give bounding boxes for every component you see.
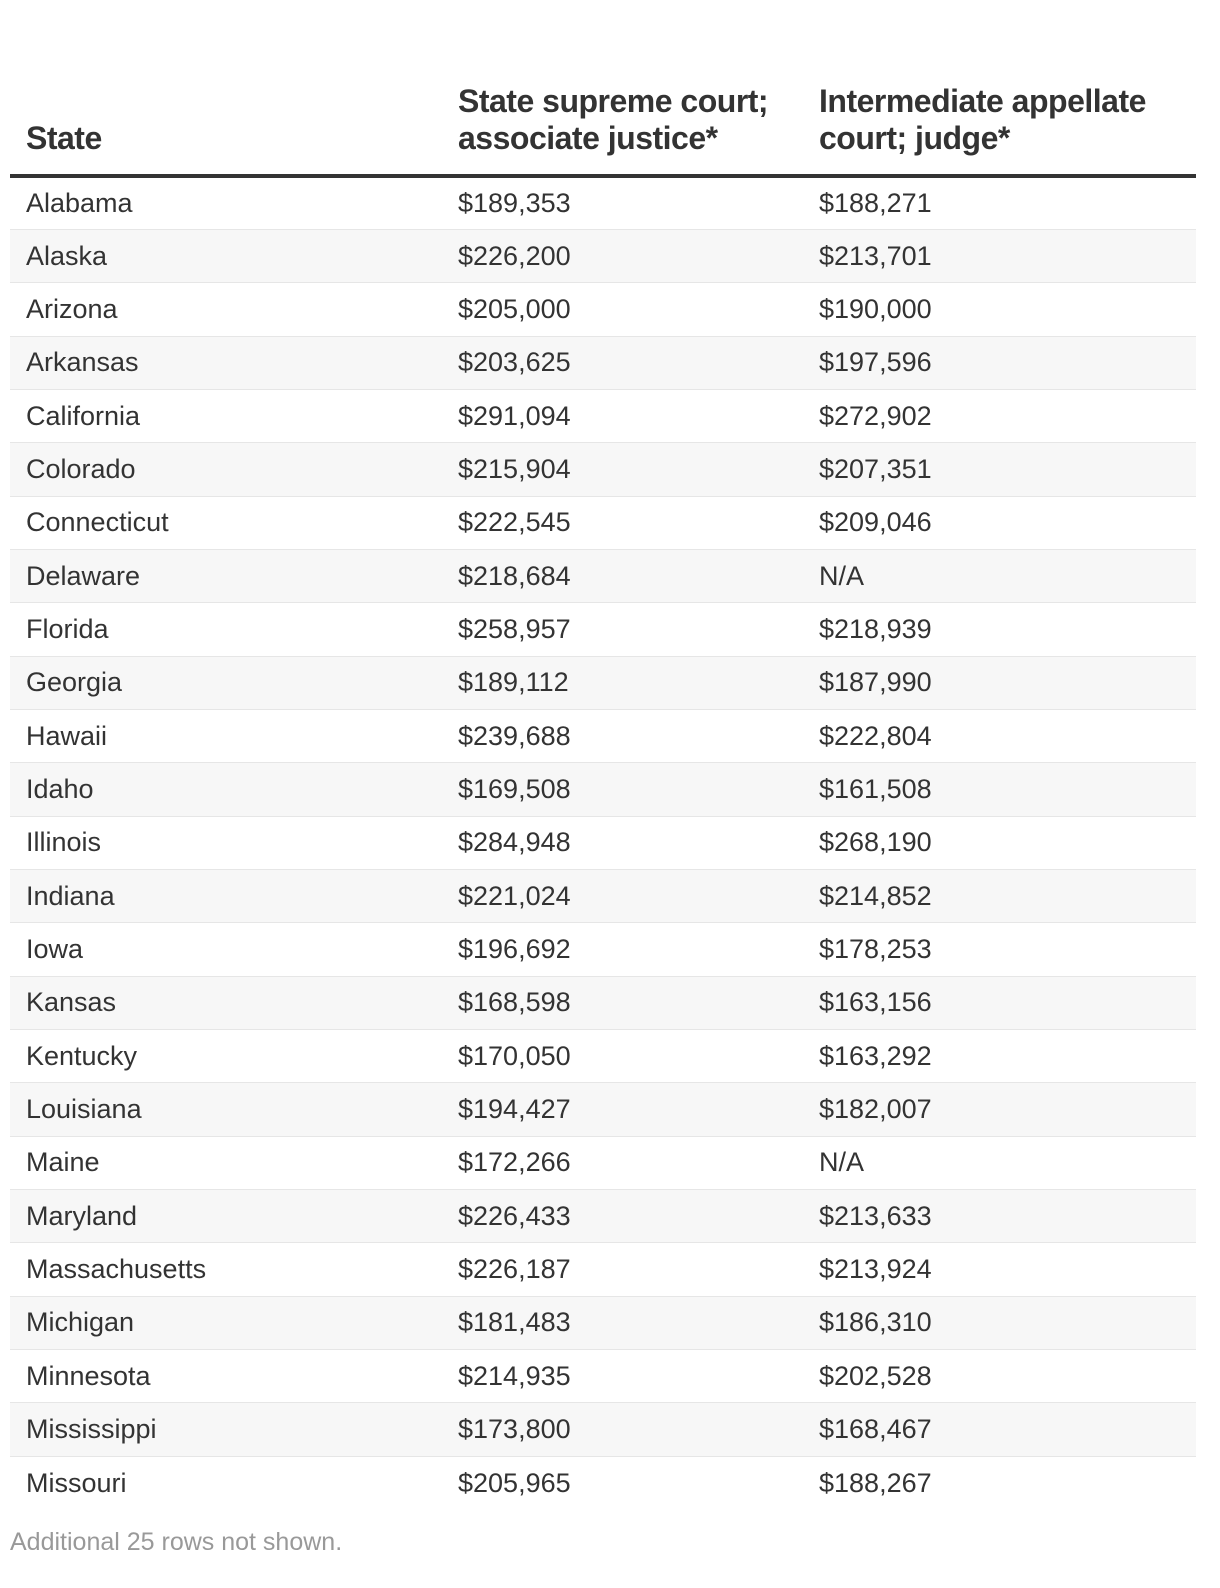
cell-supreme-court-salary: $226,187 [442,1243,803,1296]
table-row [10,176,1196,229]
cell-supreme-court-salary: $226,433 [442,1190,803,1243]
table-row [10,976,1196,1029]
table-row [10,1190,1196,1243]
cell-supreme-court-salary: $203,625 [442,336,803,389]
cell-appellate-court-salary: $163,156 [803,976,1196,1029]
cell-supreme-court-salary: $222,545 [442,496,803,549]
cell-state: Kentucky [10,1030,442,1083]
cell-state: Maryland [10,1190,442,1243]
cell-state: Massachusetts [10,1243,442,1296]
cell-supreme-court-salary: $221,024 [442,869,803,922]
cell-supreme-court-salary: $226,200 [442,229,803,282]
cell-appellate-court-salary: $188,271 [803,176,1196,229]
cell-supreme-court-salary: $168,598 [442,976,803,1029]
cell-state: Louisiana [10,1083,442,1136]
cell-appellate-court-salary: N/A [803,1136,1196,1189]
cell-state: Mississippi [10,1403,442,1456]
cell-appellate-court-salary: $202,528 [803,1350,1196,1403]
cell-appellate-court-salary: $268,190 [803,816,1196,869]
table-row [10,656,1196,709]
cell-appellate-court-salary: $272,902 [803,389,1196,442]
table-row [10,816,1196,869]
table-row [10,709,1196,762]
cell-supreme-court-salary: $218,684 [442,549,803,602]
cell-state: Alabama [10,176,442,229]
header-row [10,0,1196,176]
cell-state: Idaho [10,763,442,816]
cell-appellate-court-salary: $213,924 [803,1243,1196,1296]
cell-appellate-court-salary: $168,467 [803,1403,1196,1456]
cell-state: Colorado [10,443,442,496]
cell-state: Georgia [10,656,442,709]
cell-state: Florida [10,603,442,656]
cell-supreme-court-salary: $258,957 [442,603,803,656]
cell-supreme-court-salary: $205,965 [458,1467,571,1498]
cell-supreme-court-salary: $181,483 [442,1296,803,1349]
cell-supreme-court-salary: $205,000 [442,283,803,336]
cell-appellate-court-salary: $178,253 [803,923,1196,976]
cell-appellate-court-salary: $190,000 [803,283,1196,336]
cell-appellate-court-salary: $207,351 [803,443,1196,496]
cell-appellate-court-salary: $214,852 [803,869,1196,922]
cell-state: Delaware [10,549,442,602]
cell-state: Arizona [10,283,442,336]
salary-table [10,0,1196,1510]
cell-appellate-court-salary: $161,508 [803,763,1196,816]
cell-supreme-court-salary: $291,094 [442,389,803,442]
table-body [10,176,1196,1510]
cell-state: Alaska [10,229,442,282]
table-row [10,1350,1196,1403]
cell-state: Connecticut [10,496,442,549]
table-row [10,1136,1196,1189]
cell-appellate-court-salary: $209,046 [803,496,1196,549]
cell-supreme-court-salary: $189,112 [442,656,803,709]
cell-supreme-court-salary: $239,688 [442,709,803,762]
salary-table-container [10,0,1196,1510]
table-row [10,443,1196,496]
cell-appellate-court-salary: $188,267 [819,1467,932,1498]
cell-appellate-court-salary: $163,292 [803,1030,1196,1083]
cell-appellate-court-salary: $197,596 [803,336,1196,389]
cell-state: Missouri [26,1467,127,1498]
table-row [10,549,1196,602]
cell-state: Illinois [10,816,442,869]
table-row [10,283,1196,336]
table-header [10,0,1196,176]
cell-state: Indiana [10,869,442,922]
cell-state: Arkansas [10,336,442,389]
table-row [10,763,1196,816]
table-row [10,1030,1196,1083]
cell-appellate-court-salary: $182,007 [803,1083,1196,1136]
table-row [10,603,1196,656]
cell-state: Kansas [10,976,442,1029]
table-row [10,1243,1196,1296]
cell-supreme-court-salary: $215,904 [442,443,803,496]
cell-appellate-court-salary: $218,939 [803,603,1196,656]
cell-appellate-court-salary: $222,804 [803,709,1196,762]
table-row [10,336,1196,389]
cell-appellate-court-salary: $186,310 [803,1296,1196,1349]
cell-supreme-court-salary: $172,266 [442,1136,803,1189]
cell-state: Minnesota [10,1350,442,1403]
cell-state: Hawaii [10,709,442,762]
cell-state: Iowa [10,923,442,976]
cell-state: Maine [10,1136,442,1189]
column-header-state[interactable]: State [10,0,442,176]
cell-supreme-court-salary: $189,353 [442,176,803,229]
table-row [10,869,1196,922]
cell-supreme-court-salary: $214,935 [442,1350,803,1403]
cell-appellate-court-salary: N/A [803,549,1196,602]
table-row [10,229,1196,282]
cell-state: Michigan [10,1296,442,1349]
column-header-supreme-court[interactable]: State supreme court; associate justice* [442,0,803,176]
cell-appellate-court-salary: $187,990 [803,656,1196,709]
cell-supreme-court-salary: $169,508 [442,763,803,816]
table-row [10,496,1196,549]
cell-supreme-court-salary: $170,050 [442,1030,803,1083]
cell-supreme-court-salary: $194,427 [442,1083,803,1136]
cell-appellate-court-salary: $213,633 [803,1190,1196,1243]
cell-appellate-court-salary: $213,701 [803,229,1196,282]
table-row [10,923,1196,976]
cell-supreme-court-salary: $173,800 [442,1403,803,1456]
table-row [10,1456,1196,1509]
cell-supreme-court-salary: $196,692 [442,923,803,976]
table-row [10,389,1196,442]
table-row [10,1403,1196,1456]
column-header-appellate-court[interactable]: Intermediate appellate court; judge* [803,0,1196,176]
cell-supreme-court-salary: $284,948 [442,816,803,869]
table-row [10,1083,1196,1136]
table-row [10,1296,1196,1349]
cell-state: California [10,389,442,442]
rows-not-shown-note: Additional 25 rows not shown. [10,1528,343,1556]
